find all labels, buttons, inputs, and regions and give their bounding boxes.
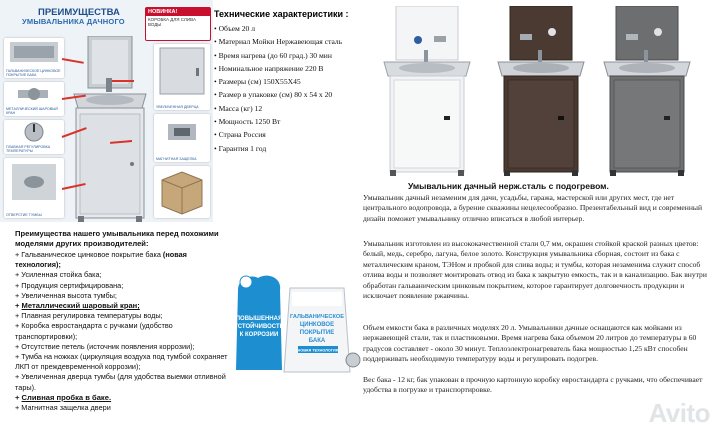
infographic-title: ПРЕИМУЩЕСТВА — [38, 7, 120, 18]
description-paragraph: Объем емкости бака в различных моделях 20 л. Умывальники дачные оснащаются как мойками из нержавеющей стали, так и пластиковыми. Время нагрева бака объемом 20 литров до температуры в 60 градусов составляет - около 30 минут. Теплоэлектронагреватель бака мощностью 1,25 кВт способен поддерживать необходимую температуру воды и регулировать подогрев. — [363, 323, 697, 364]
sink-brown-photo — [496, 6, 586, 176]
badge-tag: НОВАЯ ТЕХНОЛОГИЯ — [297, 348, 339, 353]
description-paragraph: Умывальник изготовлен из высококачественной стали 0,7 мм, окрашен стойкой краской разных цветов: белый, медь, серебро, лагуна, белое золото. Конструкция умывальника сборная, состоит из бака с металлическим краном, ТЭНом и пробкой для слива воды; и тумбы, которая незаменима служит способ отлива воды и позволяет монтировать отвод из бака к закрытую емкость, так и в канализацию. Бак внутри обработан гальваническим цинковым покрытием, которое гарантирует долговечность продукции и исключает появление ржавчины. — [363, 239, 707, 301]
advantage-item: + Усиленная стойка бака; — [15, 270, 102, 280]
temperature-knob-icon — [4, 120, 64, 144]
advantage-item: + Металлический шаровый кран; — [15, 301, 140, 311]
advantage-item: + Коробка евростандарта с ручками (удобство транспортировки); — [15, 321, 173, 341]
callout-magnet-latch-label: МАГНИТНАЯ ЗАЩЕЛКА — [156, 157, 197, 161]
advantage-item: + Тумба на ножках (циркуляция воздуха под тумбой сохраняет ЛКП от преждевременной коррозии); — [15, 352, 228, 372]
cabinet-hole-icon — [4, 158, 64, 206]
advantage-item: + Плавная регулировка температуры воды; — [15, 311, 163, 321]
specs-title: Технические характеристики : — [214, 9, 349, 19]
spec-item: • Время нагрева (до 60 град.) 30 мин — [214, 50, 332, 60]
badge-line1: ПОВЫШЕННАЯ — [235, 316, 283, 322]
door-icon — [154, 44, 210, 98]
drain-box-icon — [154, 166, 210, 218]
sink-white-photo — [382, 6, 472, 176]
callout-box — [154, 166, 210, 218]
callout-door-label: УВЕЛИЧЕННАЯ ДВЕРЦА — [156, 105, 199, 109]
callout-magnet-latch — [154, 114, 210, 162]
callout-temperature — [4, 120, 64, 154]
spec-item: • Мощность 1250 Вт — [214, 117, 281, 127]
callout-door — [154, 44, 210, 110]
infographic-subtitle: УМЫВАЛЬНИКА ДАЧНОГО — [22, 17, 125, 26]
description-paragraph: Умывальник дачный незаменим для дачи, усадьбы, гаража, мастерской или других мест, где нет центрального водопровода, а бурение скважины нецелесообразно. Презентабельный вид и современный дизайн поможет умывальнику отлично вписаться в любой интерьер. — [363, 193, 703, 223]
spec-item: • Страна Россия — [214, 130, 266, 140]
advantages-title: Преимущества нашего умывальника перед похожими моделями других производителей: — [15, 229, 219, 248]
callout-tank-coating-label: ГАЛЬВАНИЧЕСКОЕ ЦИНКОВОЕ ПОКРЫТИЕ БАКА — [6, 69, 61, 77]
spec-item: • Размеры (см) 150Х55Х45 — [214, 77, 301, 87]
product-photos — [376, 6, 720, 176]
description-heading: Умывальник дачный нерж.сталь с подогревом. — [408, 181, 609, 191]
advantage-item: + Увеличенная дверца тумбы (для удобства выемки отливной тары). — [15, 372, 226, 392]
spec-item: • Номинальное напряжение 220 В — [214, 63, 324, 73]
spec-item: • Материал Мойки Нержавеющая сталь — [214, 37, 343, 47]
badge-line2: УСТОЙЧИВОСТЬ — [234, 324, 284, 330]
description-paragraph: Вес бака - 12 кг, бак упакован в прочную картонную коробку евростандарта с ручками, что обеспечивает удобства в погрузке и транспортировке. — [363, 375, 703, 395]
badge-line7: БАКА — [308, 338, 326, 344]
callout-ball-valve-label: МЕТАЛЛИЧЕСКИЙ ШАРОВЫЙ КРАН — [6, 107, 58, 115]
spec-item: • Гарантия 1 год — [214, 143, 267, 153]
badge-line3: К КОРРОЗИИ — [239, 332, 279, 338]
tech-specs — [214, 9, 374, 155]
badge-line5: ЦИНКОВОЕ — [299, 322, 335, 328]
advantages-list — [15, 250, 230, 413]
advantage-item: + Сливная пробка в баке. — [15, 392, 112, 402]
callout-temperature-label: ПЛАВНАЯ РЕГУЛИРОВКА ТЕМПЕРАТУРЫ — [6, 145, 51, 153]
new-badge — [145, 7, 211, 41]
tank-coating-icon — [4, 38, 64, 66]
spec-item: • Масса (кг) 12 — [214, 103, 263, 113]
new-badge-text: КОРОБКА ДЛЯ СЛИВА ВОДЫ — [148, 17, 196, 27]
spec-item: • Размер в упаковке (см) 80 х 54 х 20 — [214, 90, 333, 100]
callout-cabinet-hole-label: ОТВЕРСТИЕ ТУМБЫ — [6, 213, 42, 217]
avito-watermark: Avito — [648, 398, 710, 428]
ball-valve-icon — [4, 82, 64, 106]
badge-graphic — [228, 270, 363, 375]
badge-line6: ПОКРЫТИЕ — [299, 330, 335, 336]
spec-list — [214, 22, 374, 155]
corrosion-badge — [228, 270, 363, 375]
callout-tank-coating — [4, 38, 64, 78]
advantage-item: + Увеличенная высота тумбы; — [15, 290, 117, 300]
advantage-item: + Отсутствие петель (источник появления коррозии); — [15, 341, 195, 351]
badge-line4: ГАЛЬВАНИЧЕСКОЕ — [290, 314, 344, 320]
advantage-item: + Гальваническое цинковое покрытие бака (новая технология); — [15, 250, 187, 270]
pointer-arrow — [112, 80, 134, 82]
sink-gray-photo — [602, 6, 692, 176]
new-badge-head: НОВИНКА! — [146, 8, 210, 16]
advantages-infographic — [0, 0, 213, 222]
callout-ball-valve — [4, 82, 64, 116]
callout-cabinet-hole — [4, 158, 64, 218]
magnet-latch-icon — [154, 114, 210, 150]
advantage-item: + Продукция сертифицирована; — [15, 280, 124, 290]
advantage-item: + Магнитная защелка двери — [15, 403, 111, 413]
spec-item: • Объем 20 л — [214, 24, 256, 33]
